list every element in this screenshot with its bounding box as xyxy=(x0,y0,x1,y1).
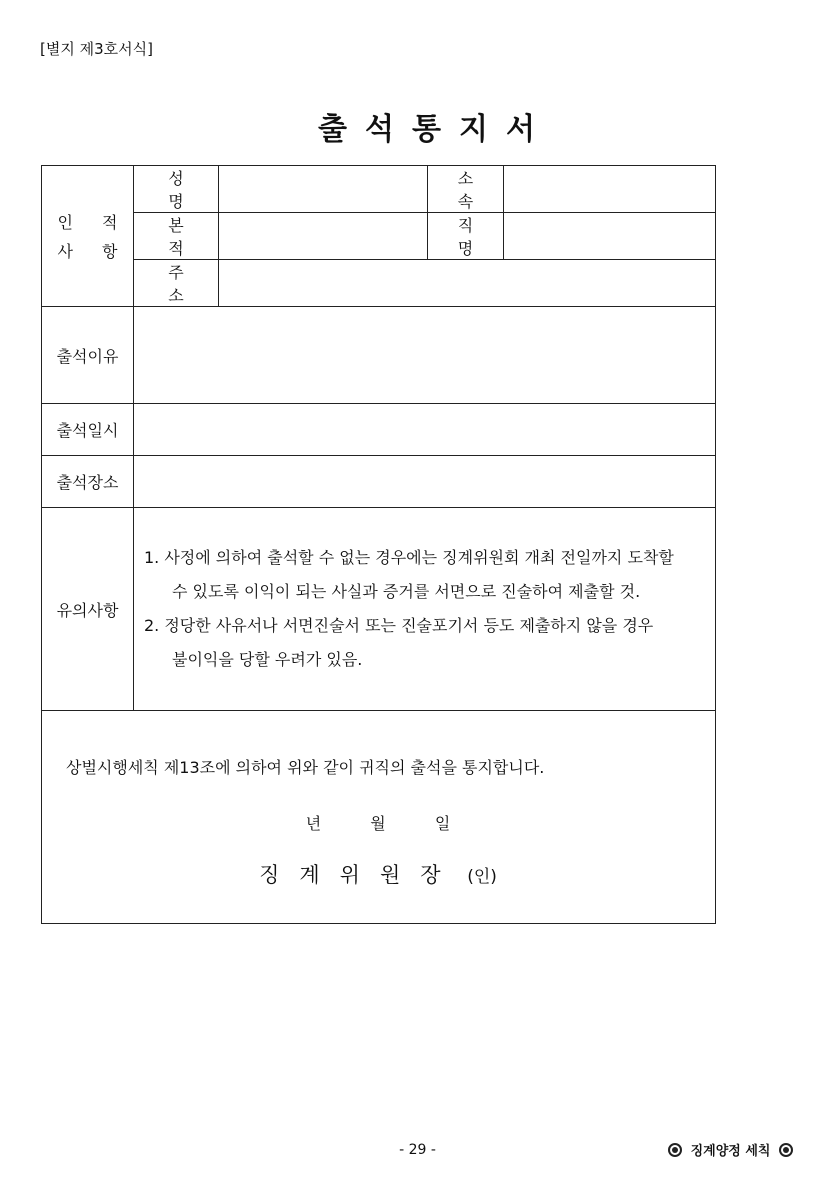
running-title xyxy=(664,1140,797,1159)
affiliation-field[interactable] xyxy=(504,166,716,213)
notes-content xyxy=(134,508,716,711)
name-label: 성명 xyxy=(134,166,219,213)
origin-field[interactable] xyxy=(219,213,428,260)
datetime-label: 출석일시 xyxy=(42,404,134,456)
affiliation-label: 소속 xyxy=(428,166,504,213)
notice-date xyxy=(42,811,714,834)
form-number-tag: [별지 제3호서식] xyxy=(40,40,153,58)
personal-info-label-line2: 사 항 xyxy=(57,242,130,261)
notes-label: 유의사항 xyxy=(42,508,134,711)
note-item-2-line-2: 불이익을 당할 우려가 있음. xyxy=(172,650,363,669)
year-label: 년 xyxy=(305,814,322,833)
address-field[interactable] xyxy=(219,260,716,307)
position-label: 직명 xyxy=(428,213,504,260)
datetime-field[interactable] xyxy=(134,404,716,456)
address-label: 주소 xyxy=(134,260,219,307)
note-item-1-line-1: 1. 사정에 의하여 출석할 수 없는 경우에는 징계위원회 개최 전일까지 도착할 xyxy=(144,548,674,567)
note-item-2-line-1: 2. 정당한 사유서나 서면진술서 또는 진술포기서 등도 제출하지 않을 경우 xyxy=(144,616,654,635)
bullseye-icon xyxy=(668,1143,682,1157)
month-label: 월 xyxy=(370,814,386,833)
seal-mark: (인) xyxy=(467,867,497,887)
place-label: 출석장소 xyxy=(42,456,134,508)
reason-label: 출석이유 xyxy=(42,307,134,404)
name-field[interactable] xyxy=(219,166,428,213)
place-field[interactable] xyxy=(134,456,716,508)
attendance-notice-form xyxy=(41,165,716,924)
notice-statement: 상벌시행세칙 제13조에 의하여 위와 같이 귀직의 출석을 통지합니다. xyxy=(66,758,545,777)
reason-field[interactable] xyxy=(134,307,716,404)
personal-info-section-label xyxy=(42,166,134,307)
position-field[interactable] xyxy=(504,213,716,260)
note-item-1-line-2: 수 있도록 이익이 되는 사실과 증거를 서면으로 진술하여 제출할 것. xyxy=(172,582,641,601)
day-label: 일 xyxy=(434,814,451,833)
notice-footer xyxy=(42,711,716,924)
bullseye-icon xyxy=(779,1143,793,1157)
document-title: 출석통지서 xyxy=(318,112,553,147)
page-number: - 29 - xyxy=(399,1142,436,1158)
signer-name: 징계위원장 xyxy=(259,863,461,887)
signer-block xyxy=(42,859,714,889)
origin-label: 본적 xyxy=(134,213,219,260)
running-title-text: 징계양정 세칙 xyxy=(690,1144,771,1159)
personal-info-label-line1: 인 적 xyxy=(57,213,130,232)
